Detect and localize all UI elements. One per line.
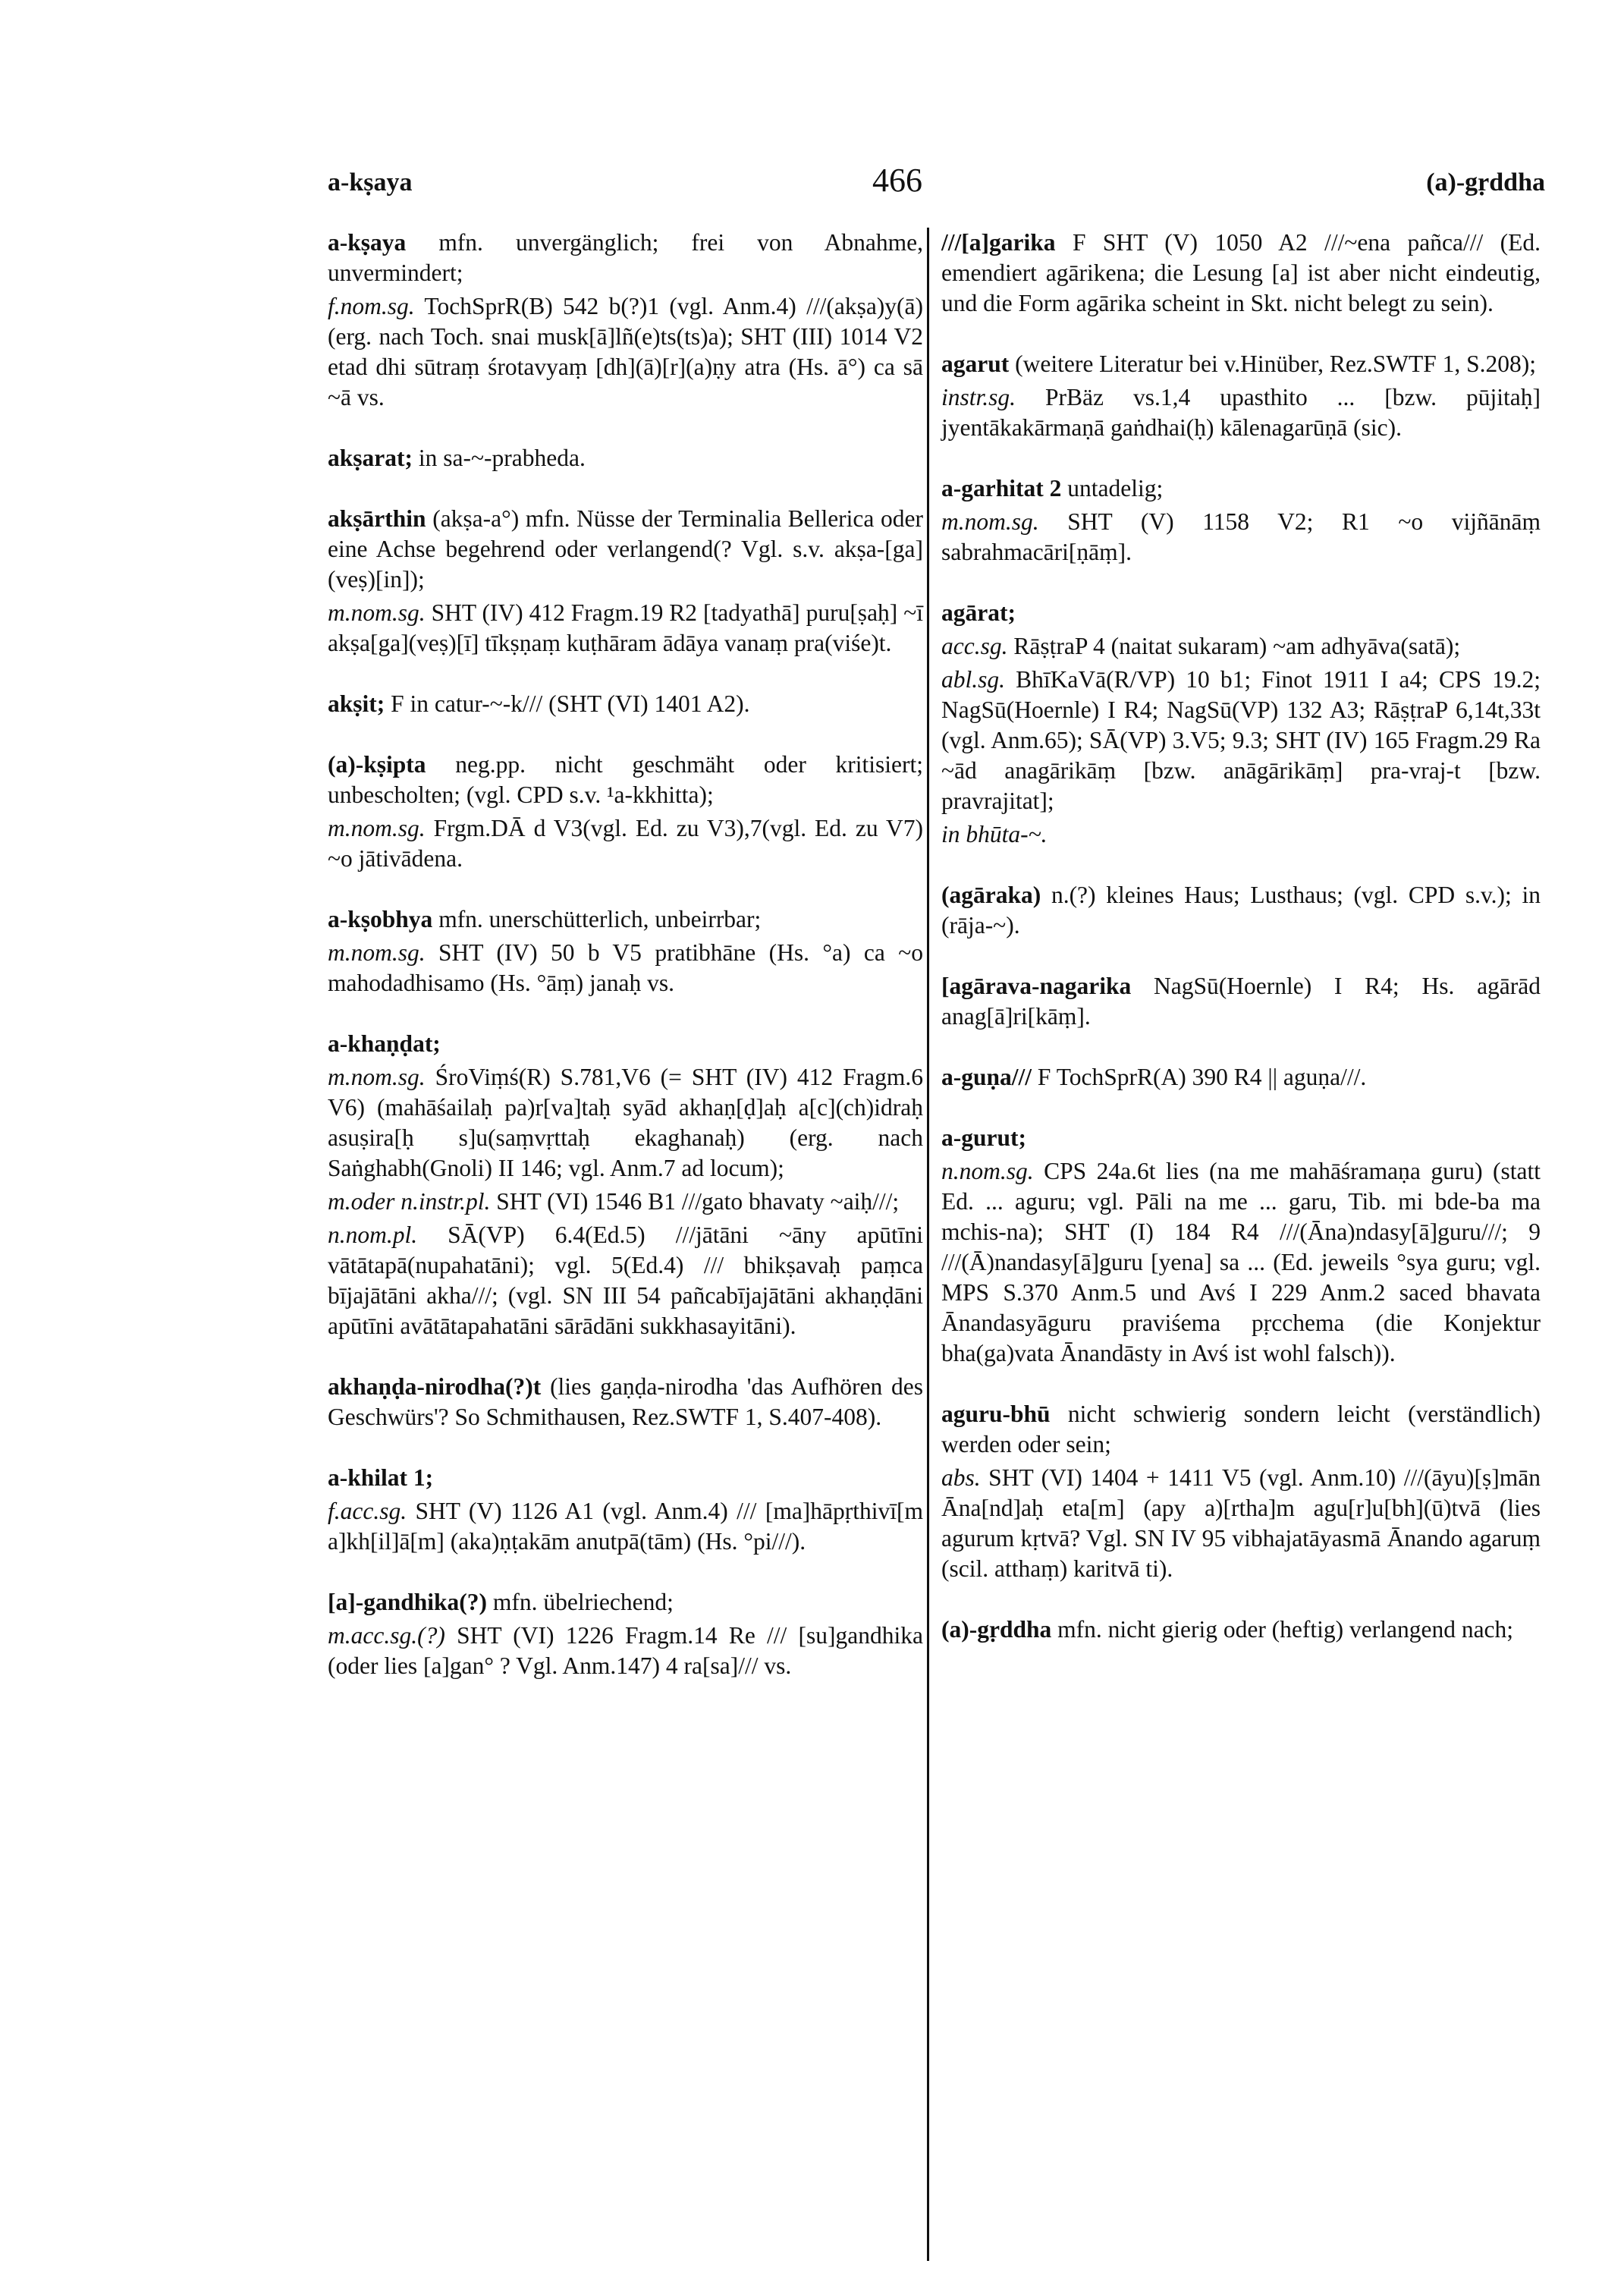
entry-headline xyxy=(941,228,1541,319)
lemma: akṣit; xyxy=(328,690,385,717)
dictionary-entry xyxy=(941,1399,1541,1584)
entry-headline xyxy=(941,1615,1541,1645)
lemma: [agārava-nagarika xyxy=(941,973,1132,999)
grammatical-form: m.nom.sg. xyxy=(328,1064,426,1090)
lemma: akṣarat; xyxy=(328,445,413,471)
entry-citation xyxy=(941,1156,1541,1369)
entry-text: F TochSprR(A) 390 R4 || aguṇa///. xyxy=(1037,1064,1367,1090)
lemma: a-khaṇḍat; xyxy=(328,1030,441,1057)
grammatical-form: m.nom.sg. xyxy=(328,939,426,966)
entry-headline xyxy=(941,971,1541,1032)
grammatical-form: m.nom.sg. xyxy=(328,599,426,626)
grammatical-form: f.nom.sg. xyxy=(328,293,415,319)
grammatical-form: acc.sg. xyxy=(941,633,1008,659)
entry-headline xyxy=(941,473,1541,504)
entry-citation xyxy=(941,507,1541,568)
lemma: akhaṇḍa-nirodha(?)t xyxy=(328,1373,542,1400)
dictionary-entry xyxy=(941,349,1541,443)
entry-headline xyxy=(941,1399,1541,1460)
dictionary-entry xyxy=(328,1372,923,1432)
grammatical-form: n.nom.sg. xyxy=(941,1158,1034,1184)
dictionary-entry xyxy=(328,504,923,659)
entry-text: BhīKaVā(R/VP) 10 b1; Finot 1911 I a4; CPS 19.2; NagSū(Hoernle) I R4; NagSū(VP) 132 A3; RāṣṭraP 6,14t,33t (vgl. Anm.65); SĀ(VP) 3.V5; 9.3; SHT (IV) 165 Fragm.29 Ra ~ād anagārikāṃ [bzw. anāgārikāṃ] pra-vraj-t [bzw. pravrajitat]; xyxy=(941,666,1541,814)
entry-text: (weitere Literatur bei v.Hinüber, Rez.SWTF 1, S.208); xyxy=(1015,351,1537,377)
entry-citation xyxy=(328,1062,923,1184)
entry-citation xyxy=(941,631,1541,662)
entry-headline xyxy=(328,750,923,810)
entry-text: TochSprR(B) 542 b(?)1 (vgl. Anm.4) ///(akṣa)y(ā) (erg. nach Toch. snai musk[ā]lñ(e)ts(ts)a); SHT (III) 1014 V2 etad dhi sūtraṃ śrotavyaṃ [dh](ā)[r](a)ṇy atra (Hs. ā°) ca sā ~ā vs. xyxy=(328,293,924,410)
entry-text: SHT (IV) 412 Fragm.19 R2 [tadyathā] puru[ṣaḥ] ~ī akṣa[ga](veṣ)[ī] tīkṣṇaṃ kuṭhāram ādāya vanaṃ pra(viśe)t. xyxy=(328,599,924,656)
entry-headline xyxy=(328,1463,923,1493)
entry-headline xyxy=(328,1372,923,1432)
entry-text: PrBäz vs.1,4 upasthito ... [bzw. pūjitaḥ] jyentākakārmaṇā gaṅdhai(ḥ) kālenagarūṇā (sic). xyxy=(941,384,1541,441)
entry-text: (akṣa-a°) mfn. Nüsse der Terminalia Bellerica oder eine Achse begehrend oder verlangend(? Vgl. s.v. akṣa-[ga](veṣ)[in]); xyxy=(328,505,924,593)
lemma: ///[a]garika xyxy=(941,229,1056,256)
entry-text: (lies gaṇḍa-nirodha 'das Aufhören des Geschwürs'? So Schmithausen, Rez.SWTF 1, S.407-408). xyxy=(328,1373,923,1430)
entry-headline xyxy=(328,1029,923,1059)
entry-citation xyxy=(941,1463,1541,1584)
grammatical-form: m.nom.sg. xyxy=(941,508,1039,535)
entry-text: mfn. unerschütterlich, unbeirrbar; xyxy=(438,906,762,932)
entry-text: SHT (IV) 50 b V5 pratibhāne (Hs. °a) ca ~o mahodadhisamo (Hs. °āṃ) janaḥ vs. xyxy=(328,939,923,996)
entry-citation xyxy=(328,813,923,874)
lemma: a-gurut; xyxy=(941,1124,1026,1151)
lemma: aguru-bhū xyxy=(941,1401,1051,1427)
dictionary-entry xyxy=(328,1587,923,1681)
entry-text: untadelig; xyxy=(1067,475,1164,502)
entry-text: mfn. übelriechend; xyxy=(492,1589,674,1615)
lemma: a-khilat 1; xyxy=(328,1464,434,1491)
left-column xyxy=(328,228,923,1712)
entry-headline xyxy=(941,880,1541,941)
lemma: [a]-gandhika(?) xyxy=(328,1589,488,1615)
grammatical-form: n.nom.pl. xyxy=(328,1222,418,1248)
entry-headline xyxy=(328,904,923,935)
dictionary-entry xyxy=(328,1463,923,1557)
entry-citation xyxy=(328,1496,923,1557)
entry-text: SHT (VI) 1546 B1 ///gato bhavaty ~aiḥ///; xyxy=(496,1188,900,1215)
dictionary-entry xyxy=(328,904,923,998)
lemma: (a)-kṣipta xyxy=(328,751,426,778)
lemma: (a)-gṛddha xyxy=(941,1616,1052,1643)
entry-text: F in catur-~-k/// (SHT (VI) 1401 A2). xyxy=(391,690,750,717)
lemma: agarut xyxy=(941,351,1010,377)
entry-text: RāṣṭraP 4 (naitat sukaram) ~am adhyāva(satā); xyxy=(1013,633,1461,659)
entry-citation xyxy=(328,598,923,659)
entry-citation xyxy=(328,1220,923,1341)
dictionary-entry xyxy=(328,1029,923,1341)
dictionary-entry xyxy=(328,689,923,719)
column-divider xyxy=(927,228,929,2261)
entry-citation xyxy=(328,1187,923,1217)
entry-text: CPS 24a.6t lies (na me mahāśramaṇa guru) (statt Ed. ... aguru; vgl. Pāli na me ... garu, Tib. mi bde-ba ma mchis-na); SHT (I) 184 R4 ///(Āna)ndasy[ā]guru///; 9 ///(Ā)nandasy[ā]guru [yena] sa ... (Ed. jeweils °sya guru; vgl. MPS S.370 Anm.5 und Avś I 229 Anm.2 saced bhavata Ānandasyāguru praviśema pṛcchema (die Konjektur bha(ga)vata Ānandāsty in Avś ist wohl falsch)). xyxy=(941,1158,1541,1366)
entry-text: SHT (VI) 1404 + 1411 V5 (vgl. Anm.10) ///(āyu)[ṣ]mān Āna[nd]aḥ eta[m] (apy a)[rtha]m agu[r]u[bh](ū)tvā (lies agurum kṛtvā? Vgl. SN IV 95 vibhajatāyasmā Ānando agaruṃ (scil. atthaṃ) karitvā ti). xyxy=(941,1464,1541,1582)
dictionary-entry xyxy=(328,443,923,473)
dictionary-entry xyxy=(941,598,1541,850)
entry-headline xyxy=(328,443,923,473)
dictionary-entry xyxy=(328,228,923,413)
entry-headline xyxy=(941,1123,1541,1153)
grammatical-form: abl.sg. xyxy=(941,666,1006,693)
entry-text: mfn. nicht gierig oder (heftig) verlangend nach; xyxy=(1057,1616,1514,1643)
entry-citation xyxy=(941,382,1541,443)
entry-headline xyxy=(328,504,923,595)
grammatical-form: instr.sg. xyxy=(941,384,1016,410)
entry-headline xyxy=(941,349,1541,379)
dictionary-entry xyxy=(941,1123,1541,1369)
grammatical-form: in bhūta-~. xyxy=(941,821,1048,847)
entry-text: n.(?) kleines Haus; Lusthaus; (vgl. CPD s.v.); in (rāja-~). xyxy=(941,882,1541,939)
grammatical-form: f.acc.sg. xyxy=(328,1498,407,1524)
entry-text: SĀ(VP) 6.4(Ed.5) ///jātāni ~āny apūtīni vātātapā(nupahatāni); vgl. 5(Ed.4) /// bhikṣavaḥ paṃca bījajātāni akha///; (vgl. SN III 54 pañcabījajātāni akhaṇḍāni apūtīni avātātapahatāni sārādāni sukkhasayitāni). xyxy=(328,1222,923,1339)
entry-citation xyxy=(941,665,1541,816)
entry-text: SHT (VI) 1226 Fragm.14 Re /// [su]gandhika (oder lies [a]gan° ? Vgl. Anm.147) 4 ra[sa]/// vs. xyxy=(328,1622,923,1679)
page-number: 466 xyxy=(872,162,922,199)
entry-text: mfn. unvergänglich; frei von Abnahme, unvermindert; xyxy=(328,229,923,286)
lemma: agārat; xyxy=(941,599,1016,626)
dictionary-entry xyxy=(941,1615,1541,1645)
grammatical-form: m.acc.sg.(?) xyxy=(328,1622,445,1649)
grammatical-form: m.nom.sg. xyxy=(328,815,426,841)
entry-citation xyxy=(941,819,1541,850)
lemma: a-garhitat 2 xyxy=(941,475,1062,502)
grammatical-form: abs. xyxy=(941,1464,981,1491)
running-head-left: a-kṣaya xyxy=(328,168,413,197)
entry-text: NagSū(Hoernle) I R4; Hs. agārād anag[ā]ri[kāṃ]. xyxy=(941,973,1541,1030)
entry-text: neg.pp. nicht geschmäht oder kritisiert; unbescholten; (vgl. CPD s.v. ¹a-kkhitta); xyxy=(328,751,924,808)
dictionary-entry xyxy=(941,228,1541,319)
entry-text: in sa-~-prabheda. xyxy=(418,445,586,471)
lemma: (agāraka) xyxy=(941,882,1041,908)
grammatical-form: m.oder n.instr.pl. xyxy=(328,1188,491,1215)
entry-text: ŚroViṃś(R) S.781,V6 (= SHT (IV) 412 Fragm.6 V6) (mahāśailaḥ pa)r[va]taḥ syād akhaṇ[ḍ]aḥ a[c](ch)idraḥ asuṣira[ḥ s]u(saṃvṛttaḥ ekaghanaḥ) (erg. nach Saṅghabh(Gnoli) II 146; vgl. Anm.7 ad locum); xyxy=(328,1064,924,1181)
entry-text: SHT (V) 1158 V2; R1 ~o vijñānāṃ sabrahmacāri[ṇāṃ]. xyxy=(941,508,1541,565)
lemma: a-guṇa/// xyxy=(941,1064,1032,1090)
lemma: a-kṣobhya xyxy=(328,906,433,932)
entry-headline xyxy=(328,689,923,719)
entry-text: Frgm.DĀ d V3(vgl. Ed. zu V3),7(vgl. Ed. zu V7) ~o jātivādena. xyxy=(328,815,923,872)
dictionary-entry xyxy=(941,473,1541,568)
entry-text: SHT (V) 1126 A1 (vgl. Anm.4) /// [ma]hāpṛthivī[m a]kh[il]ā[m] (aka)ṇṭakām anutpā(tām) (Hs. °pi///). xyxy=(328,1498,924,1555)
entry-headline xyxy=(941,1062,1541,1093)
running-head-right: (a)-gṛddha xyxy=(1426,168,1545,197)
entry-headline xyxy=(941,598,1541,628)
dictionary-entry xyxy=(941,880,1541,941)
dictionary-entry xyxy=(328,750,923,874)
lemma: a-kṣaya xyxy=(328,229,407,256)
right-column xyxy=(941,228,1541,1675)
dictionary-entry xyxy=(941,971,1541,1032)
entry-citation xyxy=(328,291,923,413)
entry-headline xyxy=(328,228,923,288)
entry-citation xyxy=(328,1621,923,1681)
dictionary-entry xyxy=(941,1062,1541,1093)
entry-citation xyxy=(328,938,923,998)
lemma: akṣārthin xyxy=(328,505,426,532)
entry-text: nicht schwierig sondern leicht (verständlich) werden oder sein; xyxy=(941,1401,1541,1457)
entry-headline xyxy=(328,1587,923,1618)
entry-text: F SHT (V) 1050 A2 ///~ena pañca/// (Ed. emendiert agārikena; die Lesung [a] ist aber nicht eindeutig, und die Form agārika scheint in Skt. nicht belegt zu sein). xyxy=(941,229,1541,316)
